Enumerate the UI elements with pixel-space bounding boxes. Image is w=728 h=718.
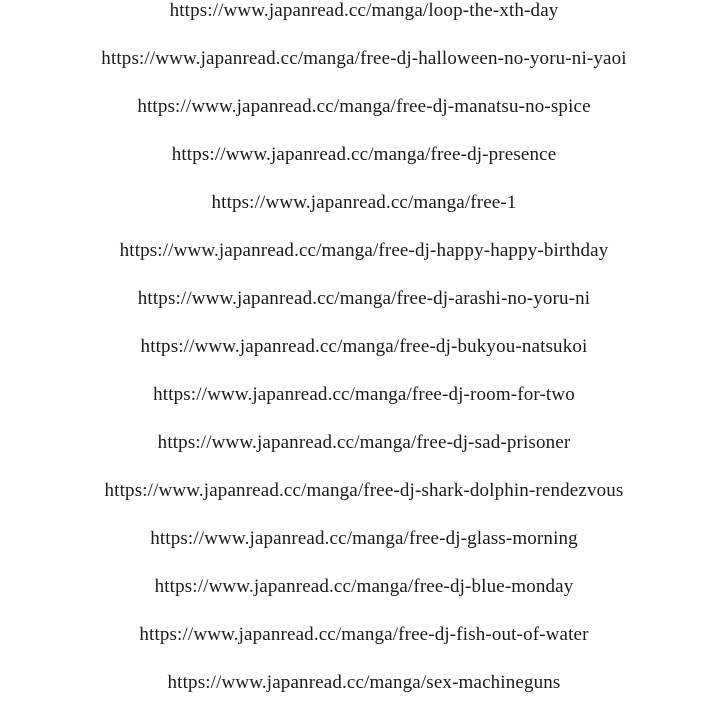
url-link[interactable]: https://www.japanread.cc/manga/loop-the-xth-day (169, 0, 559, 21)
url-link[interactable]: https://www.japanread.cc/manga/free-dj-sad-prisoner (157, 432, 571, 453)
url-link[interactable]: https://www.japanread.cc/manga/free-1 (211, 192, 517, 213)
url-link[interactable]: https://www.japanread.cc/manga/free-dj-manatsu-no-spice (137, 96, 591, 117)
url-link[interactable]: https://www.japanread.cc/manga/free-dj-fish-out-of-water (139, 624, 589, 645)
url-link[interactable]: https://www.japanread.cc/manga/free-dj-happy-happy-birthday (119, 240, 609, 261)
url-link[interactable]: https://www.japanread.cc/manga/free-dj-blue-monday (154, 576, 574, 597)
url-link[interactable]: https://www.japanread.cc/manga/free-dj-glass-morning (150, 528, 578, 549)
url-link[interactable]: https://www.japanread.cc/manga/free-dj-halloween-no-yoru-ni-yaoi (101, 48, 627, 69)
url-link[interactable]: https://www.japanread.cc/manga/free-dj-room-for-two (153, 384, 575, 405)
url-link[interactable]: https://www.japanread.cc/manga/free-dj-shark-dolphin-rendezvous (104, 480, 624, 501)
url-link[interactable]: https://www.japanread.cc/manga/sex-machineguns (167, 672, 561, 693)
url-link[interactable]: https://www.japanread.cc/manga/free-dj-bukyou-natsukoi (140, 336, 588, 357)
url-link[interactable]: https://www.japanread.cc/manga/free-dj-presence (171, 144, 557, 165)
url-link[interactable]: https://www.japanread.cc/manga/free-dj-arashi-no-yoru-ni (137, 288, 591, 309)
